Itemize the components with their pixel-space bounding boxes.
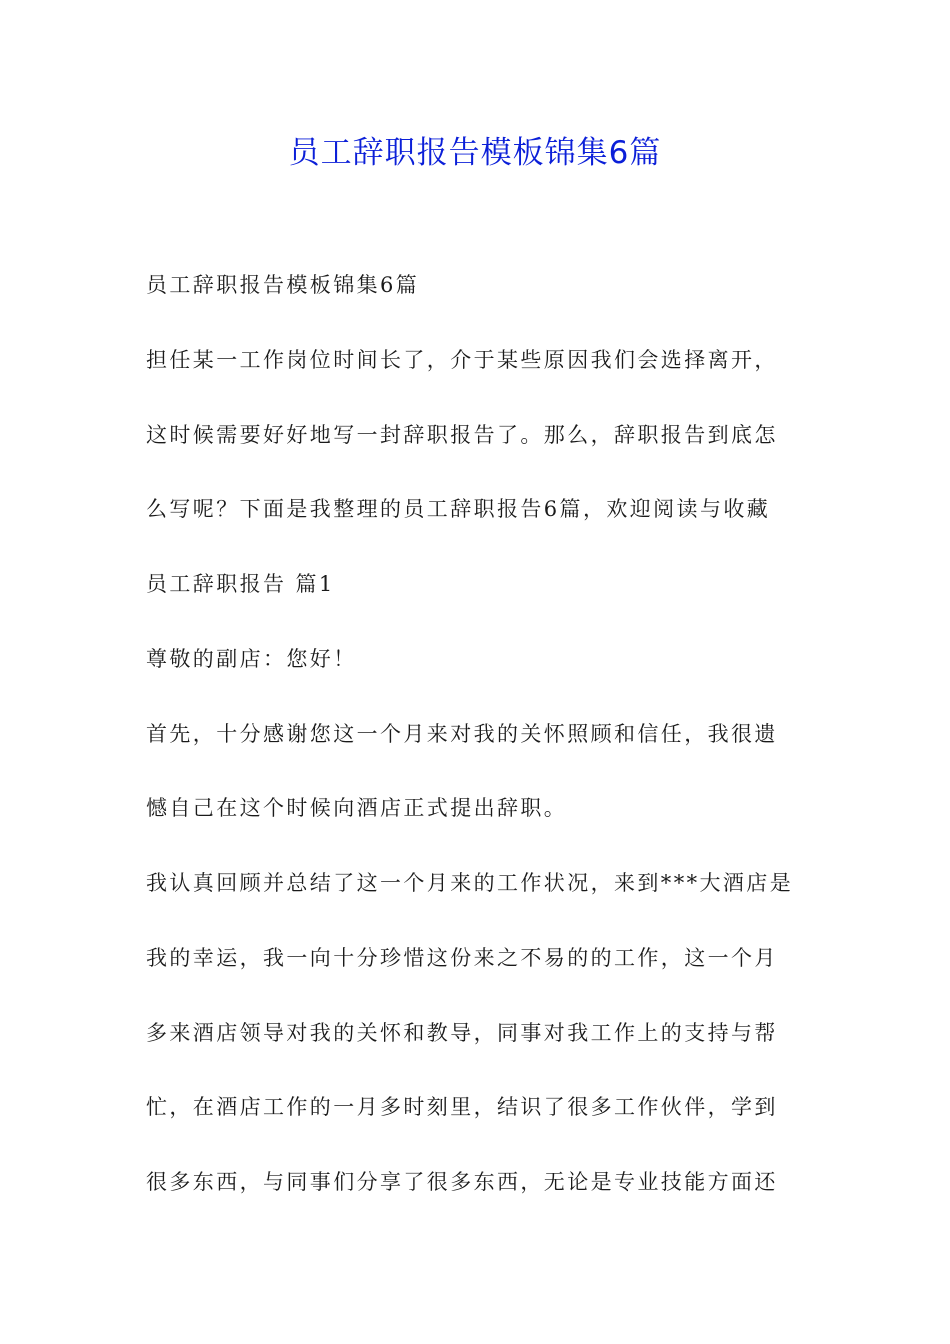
paragraph-line: 憾自己在这个时候向酒店正式提出辞职。 (146, 796, 568, 820)
paragraph-line: 首先，十分感谢您这一个月来对我的关怀照顾和信任，我很遗 (146, 722, 778, 746)
salutation-line: 尊敬的副店：您好！ (146, 647, 357, 671)
paragraph-line: 我的幸运，我一向十分珍惜这份来之不易的的工作，这一个月 (146, 946, 778, 970)
paragraph-line: 么写呢？下面是我整理的员工辞职报告6篇，欢迎阅读与收藏 (146, 497, 771, 521)
paragraph-line: 忙，在酒店工作的一月多时刻里，结识了很多工作伙伴，学到 (146, 1095, 778, 1119)
subtitle-line: 员工辞职报告模板锦集6篇 (146, 273, 420, 297)
paragraph-line: 担任某一工作岗位时间长了，介于某些原因我们会选择离开， (146, 348, 778, 372)
section-heading: 员工辞职报告 篇1 (146, 572, 335, 596)
paragraph-line: 我认真回顾并总结了这一个月来的工作状况，来到***大酒店是 (146, 871, 794, 895)
paragraph-line: 这时候需要好好地写一封辞职报告了。那么，辞职报告到底怎 (146, 423, 778, 447)
paragraph-line: 很多东西，与同事们分享了很多东西，无论是专业技能方面还 (146, 1170, 778, 1194)
document-title: 员工辞职报告模板锦集6篇 (288, 135, 662, 171)
paragraph-line: 多来酒店领导对我的关怀和教导，同事对我工作上的支持与帮 (146, 1021, 778, 1045)
